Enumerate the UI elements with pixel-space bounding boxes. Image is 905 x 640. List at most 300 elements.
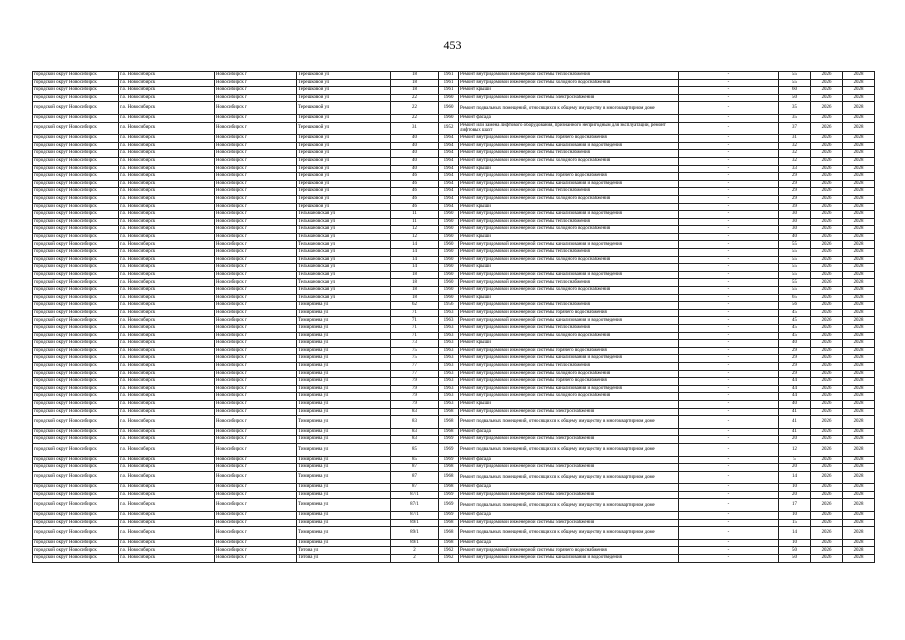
table-row — [33, 416, 875, 429]
locality-cell: Новосибирск г — [215, 188, 297, 196]
value-cell: 55 — [779, 79, 811, 87]
house-number-cell: 89/1 — [391, 519, 439, 527]
end-year-cell: 2028 — [843, 94, 875, 102]
mark-cell: - — [679, 271, 779, 279]
start-year-cell: 2026 — [811, 226, 843, 234]
start-year-cell: 2026 — [811, 302, 843, 310]
work-type-cell: Ремонт крыши — [459, 87, 679, 95]
table-row — [33, 499, 875, 512]
build-year-cell: 1963 — [439, 385, 459, 393]
house-number-cell: 11 — [391, 211, 439, 219]
value-cell: 55 — [779, 264, 811, 272]
build-year-cell: 1968 — [439, 527, 459, 540]
table-row — [33, 378, 875, 386]
street-cell: Тимирязева ул — [297, 362, 391, 370]
street-cell: Тимирязева ул — [297, 527, 391, 540]
start-year-cell: 2026 — [811, 370, 843, 378]
street-cell: Терешковой ул — [297, 157, 391, 165]
city-cell: г.о. Новосибирск — [119, 226, 215, 234]
district-cell: городской округ Новосибирск — [33, 408, 119, 416]
table-row — [33, 491, 875, 499]
locality-cell: Новосибирск г — [215, 362, 297, 370]
house-number-cell: 18 — [391, 271, 439, 279]
value-cell: 45 — [779, 309, 811, 317]
build-year-cell: 1962 — [439, 547, 459, 555]
city-cell: г.о. Новосибирск — [119, 378, 215, 386]
work-type-cell: Ремонт внутридомовой инженерной системы теплоснабжения — [459, 150, 679, 158]
build-year-cell: 1960 — [439, 211, 459, 219]
district-cell: городской округ Новосибирск — [33, 180, 119, 188]
work-type-cell: Ремонт внутридомовой инженерной системы электроснабжения — [459, 408, 679, 416]
start-year-cell: 2026 — [811, 279, 843, 287]
build-year-cell: 1960 — [439, 218, 459, 226]
value-cell: 50 — [779, 555, 811, 563]
build-year-cell: 1964 — [439, 180, 459, 188]
city-cell: г.о. Новосибирск — [119, 408, 215, 416]
city-cell: г.о. Новосибирск — [119, 203, 215, 211]
end-year-cell: 2028 — [843, 264, 875, 272]
mark-cell: - — [679, 499, 779, 512]
street-cell: Терешковой ул — [297, 203, 391, 211]
street-cell: Терешковой ул — [297, 114, 391, 122]
district-cell: городской округ Новосибирск — [33, 241, 119, 249]
table-row — [33, 347, 875, 355]
city-cell: г.о. Новосибирск — [119, 325, 215, 333]
end-year-cell: 2028 — [843, 393, 875, 401]
mark-cell: - — [679, 362, 779, 370]
table-row — [33, 226, 875, 234]
city-cell: г.о. Новосибирск — [119, 302, 215, 310]
end-year-cell: 2028 — [843, 87, 875, 95]
mark-cell: - — [679, 539, 779, 547]
locality-cell: Новосибирск г — [215, 279, 297, 287]
end-year-cell: 2028 — [843, 332, 875, 340]
build-year-cell: 1968 — [439, 408, 459, 416]
district-cell: городской округ Новосибирск — [33, 456, 119, 464]
end-year-cell: 2028 — [843, 302, 875, 310]
start-year-cell: 2026 — [811, 211, 843, 219]
work-type-cell: Ремонт подвальных помещений, относящихся к общему имуществу в многоквартирном доме — [459, 527, 679, 540]
start-year-cell: 2026 — [811, 471, 843, 484]
end-year-cell: 2028 — [843, 362, 875, 370]
mark-cell: - — [679, 527, 779, 540]
street-cell: Терешковой ул — [297, 122, 391, 135]
mark-cell: - — [679, 464, 779, 472]
end-year-cell: 2028 — [843, 385, 875, 393]
end-year-cell: 2028 — [843, 271, 875, 279]
house-number-cell: 75 — [391, 355, 439, 363]
start-year-cell: 2026 — [811, 347, 843, 355]
district-cell: городской округ Новосибирск — [33, 211, 119, 219]
city-cell: г.о. Новосибирск — [119, 165, 215, 173]
city-cell: г.о. Новосибирск — [119, 385, 215, 393]
work-type-cell: Ремонт внутридомовой инженерной системы теплоснабжения — [459, 249, 679, 257]
value-cell: 30 — [779, 218, 811, 226]
street-cell: Терешковой ул — [297, 180, 391, 188]
house-number-cell: 71 — [391, 325, 439, 333]
locality-cell: Новосибирск г — [215, 436, 297, 444]
value-cell: 35 — [779, 102, 811, 115]
table-row — [33, 362, 875, 370]
locality-cell: Новосибирск г — [215, 443, 297, 456]
end-year-cell: 2028 — [843, 218, 875, 226]
city-cell: г.о. Новосибирск — [119, 87, 215, 95]
locality-cell: Новосибирск г — [215, 347, 297, 355]
page-number: 453 — [443, 38, 462, 52]
start-year-cell: 2026 — [811, 408, 843, 416]
house-number-cell: 75 — [391, 347, 439, 355]
end-year-cell: 2028 — [843, 135, 875, 143]
start-year-cell: 2026 — [811, 114, 843, 122]
locality-cell: Новосибирск г — [215, 555, 297, 563]
start-year-cell: 2026 — [811, 188, 843, 196]
city-cell: г.о. Новосибирск — [119, 519, 215, 527]
table-row — [33, 400, 875, 408]
house-number-cell: 77 — [391, 370, 439, 378]
table-row — [33, 249, 875, 257]
start-year-cell: 2026 — [811, 355, 843, 363]
work-type-cell: Ремонт внутридомовой инженерной системы теплоснабжения — [459, 302, 679, 310]
locality-cell: Новосибирск г — [215, 519, 297, 527]
value-cell: 40 — [779, 233, 811, 241]
value-cell: 29 — [779, 180, 811, 188]
end-year-cell: 2028 — [843, 203, 875, 211]
start-year-cell: 2026 — [811, 264, 843, 272]
start-year-cell: 2026 — [811, 271, 843, 279]
value-cell: 12 — [779, 443, 811, 456]
city-cell: г.о. Новосибирск — [119, 436, 215, 444]
city-cell: г.о. Новосибирск — [119, 233, 215, 241]
table-row — [33, 122, 875, 135]
work-type-cell: Ремонт внутридомовой инженерной системы холодного водоснабжения — [459, 393, 679, 401]
city-cell: г.о. Новосибирск — [119, 499, 215, 512]
start-year-cell: 2026 — [811, 102, 843, 115]
mark-cell: - — [679, 309, 779, 317]
district-cell: городской округ Новосибирск — [33, 378, 119, 386]
district-cell: городской округ Новосибирск — [33, 355, 119, 363]
work-type-cell: Ремонт внутридомовой инженерной системы электроснабжения — [459, 436, 679, 444]
build-year-cell: 1960 — [439, 287, 459, 295]
district-cell: городской округ Новосибирск — [33, 135, 119, 143]
mark-cell: - — [679, 471, 779, 484]
house-number-cell: 12 — [391, 233, 439, 241]
end-year-cell: 2028 — [843, 233, 875, 241]
locality-cell: Новосибирск г — [215, 309, 297, 317]
table-row — [33, 370, 875, 378]
build-year-cell: 1961 — [439, 87, 459, 95]
end-year-cell: 2028 — [843, 547, 875, 555]
street-cell: Тельмановская ул — [297, 211, 391, 219]
house-number-cell: 40 — [391, 150, 439, 158]
build-year-cell: 1969 — [439, 456, 459, 464]
build-year-cell: 1962 — [439, 555, 459, 563]
house-number-cell: 79 — [391, 393, 439, 401]
district-cell: городской округ Новосибирск — [33, 443, 119, 456]
mark-cell: - — [679, 94, 779, 102]
value-cell: 29 — [779, 362, 811, 370]
table-row — [33, 527, 875, 540]
work-type-cell: Ремонт крыши — [459, 203, 679, 211]
work-type-cell: Ремонт внутридомовой инженерной системы холодного водоснабжения — [459, 195, 679, 203]
work-type-cell: Ремонт внутридомовой инженерной системы канализования и водоотведения — [459, 241, 679, 249]
mark-cell: - — [679, 218, 779, 226]
locality-cell: Новосибирск г — [215, 271, 297, 279]
end-year-cell: 2028 — [843, 294, 875, 302]
build-year-cell: 1969 — [439, 436, 459, 444]
build-year-cell: 1960 — [439, 279, 459, 287]
start-year-cell: 2026 — [811, 79, 843, 87]
work-type-cell: Ремонт подвальных помещений, относящихся к общему имуществу в многоквартирном доме — [459, 443, 679, 456]
city-cell: г.о. Новосибирск — [119, 114, 215, 122]
value-cell: 60 — [779, 87, 811, 95]
district-cell: городской округ Новосибирск — [33, 188, 119, 196]
city-cell: г.о. Новосибирск — [119, 539, 215, 547]
work-type-cell: Ремонт фасада — [459, 428, 679, 436]
mark-cell: - — [679, 180, 779, 188]
value-cell: 29 — [779, 370, 811, 378]
mark-cell: - — [679, 355, 779, 363]
mark-cell: - — [679, 157, 779, 165]
table-row — [33, 484, 875, 492]
locality-cell: Новосибирск г — [215, 428, 297, 436]
street-cell: Тимирязева ул — [297, 355, 391, 363]
end-year-cell: 2028 — [843, 325, 875, 333]
value-cell: 41 — [779, 428, 811, 436]
street-cell: Тимирязева ул — [297, 464, 391, 472]
city-cell: г.о. Новосибирск — [119, 211, 215, 219]
house-number-cell: 85 — [391, 456, 439, 464]
work-type-cell: Ремонт внутридомовой инженерной системы канализования и водоотведения — [459, 355, 679, 363]
locality-cell: Новосибирск г — [215, 355, 297, 363]
value-cell: 40 — [779, 400, 811, 408]
value-cell: 39 — [779, 203, 811, 211]
locality-cell: Новосибирск г — [215, 264, 297, 272]
build-year-cell: 1963 — [439, 347, 459, 355]
start-year-cell: 2026 — [811, 393, 843, 401]
build-year-cell: 1960 — [439, 294, 459, 302]
locality-cell: Новосибирск г — [215, 195, 297, 203]
work-type-cell: Ремонт внутридомовой инженерной системы канализования и водоотведения — [459, 271, 679, 279]
value-cell: 10 — [779, 539, 811, 547]
table-row — [33, 157, 875, 165]
repair-schedule-table — [32, 71, 875, 563]
house-number-cell: 46 — [391, 180, 439, 188]
district-cell: городской округ Новосибирск — [33, 271, 119, 279]
house-number-cell: 87 — [391, 484, 439, 492]
street-cell: Тимирязева ул — [297, 317, 391, 325]
start-year-cell: 2026 — [811, 203, 843, 211]
start-year-cell: 2026 — [811, 436, 843, 444]
table-row — [33, 218, 875, 226]
build-year-cell: 1964 — [439, 142, 459, 150]
table-row — [33, 165, 875, 173]
value-cell: 29 — [779, 173, 811, 181]
district-cell: городской округ Новосибирск — [33, 400, 119, 408]
end-year-cell: 2028 — [843, 279, 875, 287]
end-year-cell: 2028 — [843, 122, 875, 135]
street-cell: Тимирязева ул — [297, 428, 391, 436]
end-year-cell: 2028 — [843, 79, 875, 87]
mark-cell: - — [679, 195, 779, 203]
build-year-cell: 1960 — [439, 226, 459, 234]
street-cell: Терешковой ул — [297, 150, 391, 158]
mark-cell: - — [679, 135, 779, 143]
value-cell: 41 — [779, 408, 811, 416]
city-cell: г.о. Новосибирск — [119, 555, 215, 563]
end-year-cell: 2028 — [843, 539, 875, 547]
mark-cell: - — [679, 264, 779, 272]
table-row — [33, 180, 875, 188]
value-cell: 30 — [779, 211, 811, 219]
district-cell: городской округ Новосибирск — [33, 157, 119, 165]
district-cell: городской округ Новосибирск — [33, 102, 119, 115]
value-cell: 55 — [779, 287, 811, 295]
table-row — [33, 287, 875, 295]
city-cell: г.о. Новосибирск — [119, 332, 215, 340]
locality-cell: Новосибирск г — [215, 547, 297, 555]
district-cell: городской округ Новосибирск — [33, 72, 119, 80]
end-year-cell: 2028 — [843, 471, 875, 484]
district-cell: городской округ Новосибирск — [33, 332, 119, 340]
street-cell: Тельмановская ул — [297, 279, 391, 287]
street-cell: Тимирязева ул — [297, 499, 391, 512]
end-year-cell: 2028 — [843, 188, 875, 196]
work-type-cell: Ремонт внутридомовой инженерной системы теплоснабжения — [459, 362, 679, 370]
house-number-cell: 18 — [391, 72, 439, 80]
city-cell: г.о. Новосибирск — [119, 195, 215, 203]
table-row — [33, 72, 875, 80]
city-cell: г.о. Новосибирск — [119, 547, 215, 555]
work-type-cell: Ремонт внутридомовой инженерной системы электроснабжения — [459, 94, 679, 102]
start-year-cell: 2026 — [811, 309, 843, 317]
table-row — [33, 294, 875, 302]
mark-cell: - — [679, 555, 779, 563]
mark-cell: - — [679, 547, 779, 555]
city-cell: г.о. Новосибирск — [119, 400, 215, 408]
build-year-cell: 1960 — [439, 271, 459, 279]
build-year-cell: 1963 — [439, 362, 459, 370]
mark-cell: - — [679, 393, 779, 401]
table-row — [33, 102, 875, 115]
end-year-cell: 2028 — [843, 416, 875, 429]
value-cell: 35 — [779, 114, 811, 122]
mark-cell: - — [679, 241, 779, 249]
mark-cell: - — [679, 317, 779, 325]
mark-cell: - — [679, 287, 779, 295]
work-type-cell: Ремонт подвальных помещений, относящихся к общему имуществу в многоквартирном доме — [459, 499, 679, 512]
end-year-cell: 2028 — [843, 114, 875, 122]
house-number-cell: 22 — [391, 94, 439, 102]
value-cell: 10 — [779, 484, 811, 492]
work-type-cell: Ремонт внутридомовой инженерной системы теплоснабжения — [459, 279, 679, 287]
start-year-cell: 2026 — [811, 527, 843, 540]
mark-cell: - — [679, 188, 779, 196]
start-year-cell: 2026 — [811, 72, 843, 80]
end-year-cell: 2028 — [843, 317, 875, 325]
house-number-cell: 40 — [391, 165, 439, 173]
end-year-cell: 2028 — [843, 173, 875, 181]
mark-cell: - — [679, 87, 779, 95]
end-year-cell: 2028 — [843, 443, 875, 456]
start-year-cell: 2026 — [811, 94, 843, 102]
district-cell: городской округ Новосибирск — [33, 512, 119, 520]
locality-cell: Новосибирск г — [215, 378, 297, 386]
mark-cell: - — [679, 347, 779, 355]
mark-cell: - — [679, 233, 779, 241]
district-cell: городской округ Новосибирск — [33, 416, 119, 429]
work-type-cell: Ремонт фасада — [459, 456, 679, 464]
start-year-cell: 2026 — [811, 142, 843, 150]
city-cell: г.о. Новосибирск — [119, 150, 215, 158]
house-number-cell: 40 — [391, 135, 439, 143]
table-row — [33, 355, 875, 363]
work-type-cell: Ремонт внутридомовой инженерной системы канализования и водоотведения — [459, 180, 679, 188]
locality-cell: Новосибирск г — [215, 218, 297, 226]
street-cell: Тимирязева ул — [297, 309, 391, 317]
work-type-cell: Ремонт внутридомовой инженерной системы горячего водоснабжения — [459, 347, 679, 355]
locality-cell: Новосибирск г — [215, 241, 297, 249]
street-cell: Терешковой ул — [297, 72, 391, 80]
build-year-cell: 1969 — [439, 443, 459, 456]
start-year-cell: 2026 — [811, 547, 843, 555]
house-number-cell: 89/1 — [391, 539, 439, 547]
build-year-cell: 1960 — [439, 264, 459, 272]
work-type-cell: Ремонт внутридомовой инженерной системы канализования и водоотведения — [459, 317, 679, 325]
start-year-cell: 2026 — [811, 165, 843, 173]
mark-cell: - — [679, 378, 779, 386]
city-cell: г.о. Новосибирск — [119, 173, 215, 181]
city-cell: г.о. Новосибирск — [119, 370, 215, 378]
build-year-cell: 1968 — [439, 471, 459, 484]
work-type-cell: Ремонт внутридомовой инженерной системы канализования и водоотведения — [459, 555, 679, 563]
table-row — [33, 471, 875, 484]
street-cell: Тимирязева ул — [297, 512, 391, 520]
street-cell: Тимирязева ул — [297, 325, 391, 333]
table-row — [33, 195, 875, 203]
locality-cell: Новосибирск г — [215, 302, 297, 310]
value-cell: 14 — [779, 527, 811, 540]
street-cell: Тельмановская ул — [297, 249, 391, 257]
locality-cell: Новосибирск г — [215, 393, 297, 401]
city-cell: г.о. Новосибирск — [119, 264, 215, 272]
work-type-cell: Ремонт внутридомовой инженерной системы канализования и водоотведения — [459, 385, 679, 393]
locality-cell: Новосибирск г — [215, 142, 297, 150]
house-number-cell: 46 — [391, 188, 439, 196]
house-number-cell: 73 — [391, 340, 439, 348]
end-year-cell: 2028 — [843, 484, 875, 492]
street-cell: Тимирязева ул — [297, 370, 391, 378]
locality-cell: Новосибирск г — [215, 416, 297, 429]
value-cell: 32 — [779, 150, 811, 158]
city-cell: г.о. Новосибирск — [119, 464, 215, 472]
city-cell: г.о. Новосибирск — [119, 491, 215, 499]
table-row — [33, 428, 875, 436]
city-cell: г.о. Новосибирск — [119, 271, 215, 279]
start-year-cell: 2026 — [811, 491, 843, 499]
value-cell: 37 — [779, 122, 811, 135]
locality-cell: Новосибирск г — [215, 72, 297, 80]
end-year-cell: 2028 — [843, 195, 875, 203]
mark-cell: - — [679, 72, 779, 80]
locality-cell: Новосибирск г — [215, 287, 297, 295]
end-year-cell: 2028 — [843, 287, 875, 295]
value-cell: 32 — [779, 157, 811, 165]
street-cell: Тимирязева ул — [297, 539, 391, 547]
build-year-cell: 1964 — [439, 135, 459, 143]
end-year-cell: 2028 — [843, 150, 875, 158]
table-row — [33, 325, 875, 333]
city-cell: г.о. Новосибирск — [119, 157, 215, 165]
